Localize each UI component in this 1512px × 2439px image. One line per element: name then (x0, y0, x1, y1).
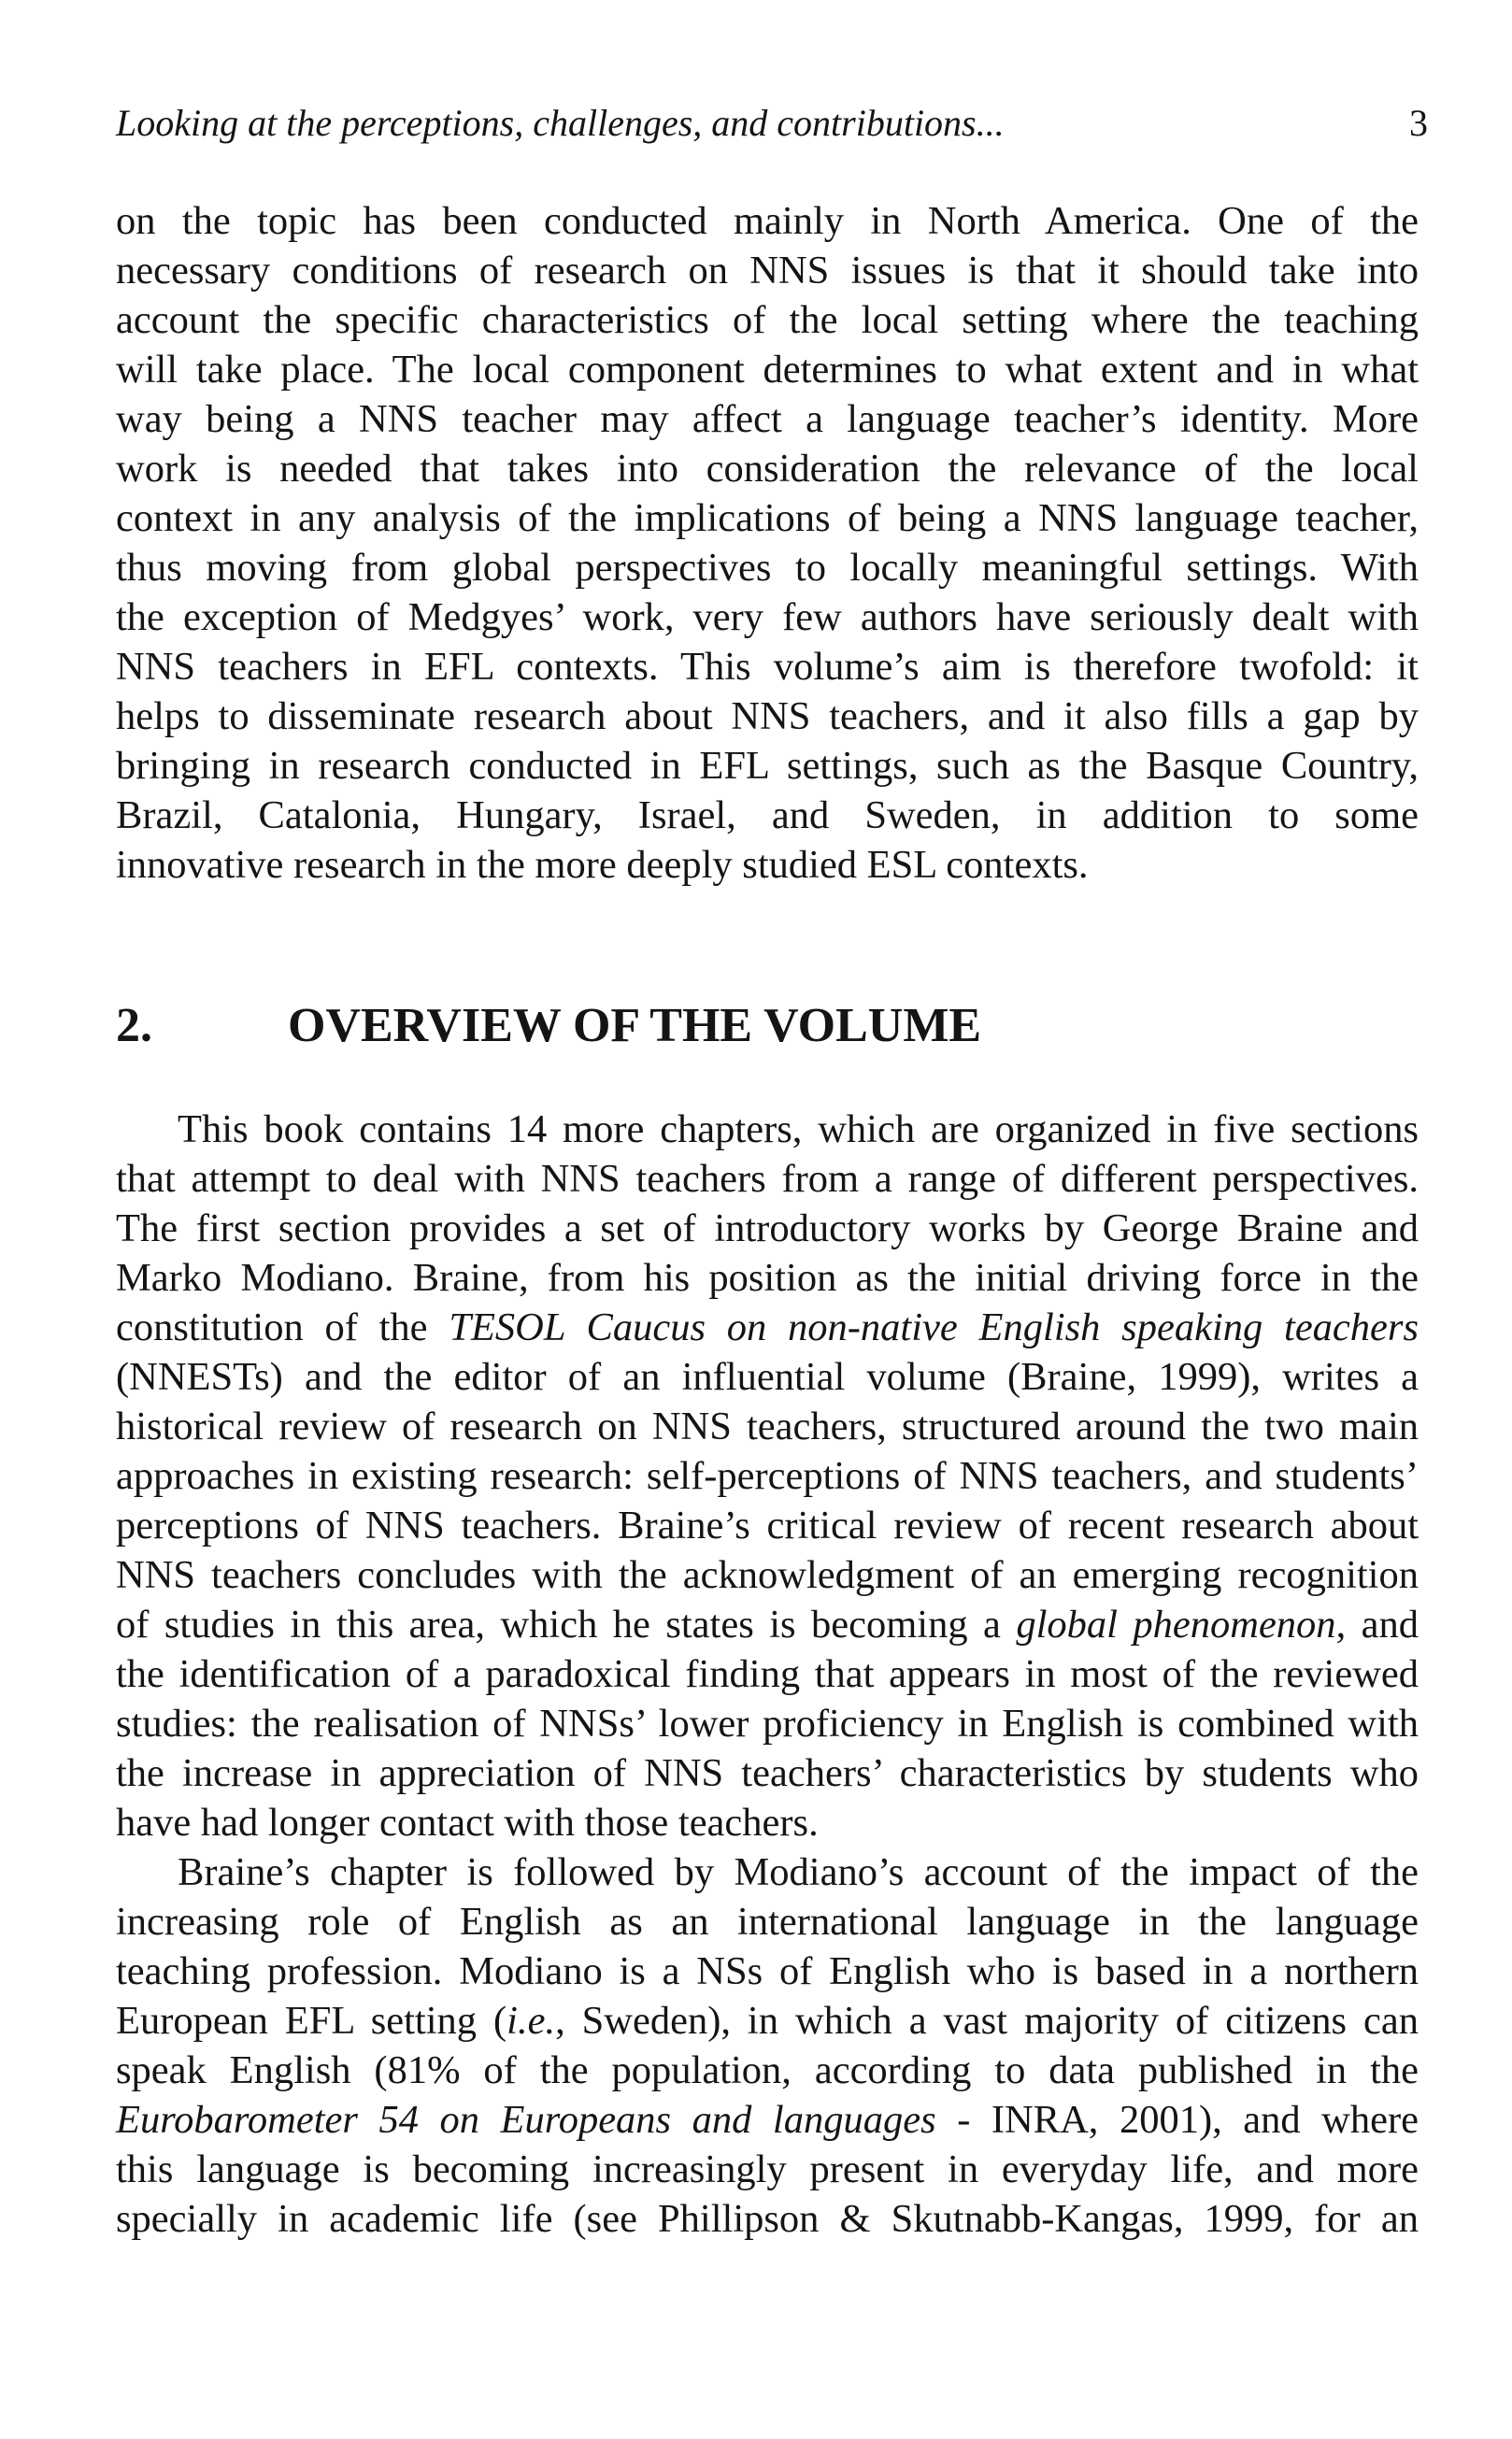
text-line: helps to disseminate research about NNS teachers, and it also fills a gap by (116, 694, 1419, 738)
text-segment: constitution of the (116, 1305, 449, 1349)
text-line: innovative research in the more deeply studied ESL contexts. (116, 843, 1089, 887)
text-line (116, 2095, 1419, 2145)
text-line: necessary conditions of research on NNS issues is that it should take into (116, 249, 1419, 292)
text-line: Marko Modiano. Braine, from his position as the initial driving force in the (116, 1256, 1419, 1300)
text-line: work is needed that takes into consideration the relevance of the local (116, 447, 1419, 491)
text-line: bringing in research conducted in EFL settings, such as the Basque Country, (116, 744, 1419, 788)
text-line: historical review of research on NNS teachers, structured around the two main (116, 1405, 1419, 1448)
page-number: 3 (1409, 102, 1428, 144)
text-line: the identification of a paradoxical finding that appears in most of the reviewed (116, 1652, 1419, 1696)
paragraph-modiano (116, 1847, 1419, 2244)
section-number: 2. (116, 999, 152, 1052)
text-line: The first section provides a set of introductory works by George Braine and (116, 1206, 1419, 1250)
emphasis: global phenomenon (1016, 1603, 1336, 1647)
text-line: NNS teachers in EFL contexts. This volume’s aim is therefore twofold: it (116, 645, 1419, 689)
text-line: this language is becoming increasingly present in everyday life, and more (116, 2147, 1419, 2191)
text-line: Brazil, Catalonia, Hungary, Israel, and Sweden, in addition to some (116, 793, 1419, 837)
text-segment: of studies in this area, which he states is becoming a (116, 1603, 1017, 1647)
running-head (116, 93, 1428, 153)
text-line: (NNESTs) and the editor of an influential volume (Braine, 1999), writes a (116, 1355, 1419, 1399)
publication-title: Eurobarometer 54 on Europeans and languages (116, 2098, 936, 2142)
text-segment: , and (1335, 1603, 1419, 1647)
paragraph-overview (116, 1105, 1419, 1847)
text-line (116, 1600, 1419, 1649)
text-line: thus moving from global perspectives to locally meaningful settings. With (116, 546, 1419, 590)
text-line: increasing role of English as an international language in the language (116, 1900, 1419, 1944)
text-line: context in any analysis of the implications of being a NNS language teacher, (116, 496, 1419, 540)
text-line (116, 1303, 1419, 1352)
caucus-name: TESOL Caucus on non-native English speaking teachers (449, 1305, 1419, 1349)
text-line: account the specific characteristics of the local setting where the teaching (116, 298, 1419, 342)
text-line: the exception of Medgyes’ work, very few authors have seriously dealt with (116, 595, 1419, 639)
text-line: This book contains 14 more chapters, which are organized in five sections (178, 1107, 1419, 1151)
emphasis: i.e. (506, 1999, 556, 2043)
text-line: speak English (81% of the population, according to data published in the (116, 2048, 1419, 2092)
text-segment: European EFL setting ( (116, 1999, 507, 2043)
text-line: specially in academic life (see Phillipson & Skutnabb-Kangas, 1999, for an (116, 2197, 1419, 2241)
section-title: OVERVIEW OF THE VOLUME (288, 999, 982, 1052)
text-line: on the topic has been conducted mainly in North America. One of the (116, 199, 1419, 243)
text-line: have had longer contact with those teachers. (116, 1801, 819, 1845)
text-line: Braine’s chapter is followed by Modiano’s account of the impact of the (178, 1850, 1419, 1894)
text-line (116, 1996, 1419, 2046)
text-line: the increase in appreciation of NNS teachers’ characteristics by students who (116, 1751, 1419, 1795)
text-segment: , Sweden), in which a vast majority of citizens can (555, 1999, 1419, 2043)
text-line: that attempt to deal with NNS teachers from a range of different perspectives. (116, 1157, 1419, 1201)
text-line: approaches in existing research: self-perceptions of NNS teachers, and students’ (116, 1454, 1419, 1498)
text-line: NNS teachers concludes with the acknowledgment of an emerging recognition (116, 1553, 1419, 1597)
running-title: Looking at the perceptions, challenges, and contributions... (116, 102, 1005, 144)
text-line: teaching profession. Modiano is a NSs of English who is based in a northern (116, 1949, 1419, 1993)
text-line: will take place. The local component determines to what extent and in what (116, 348, 1419, 392)
text-segment: - INRA, 2001), and where (935, 2098, 1419, 2142)
text-line: perceptions of NNS teachers. Braine’s critical review of recent research about (116, 1504, 1419, 1548)
paragraph-continuation (116, 196, 1419, 890)
text-line: studies: the realisation of NNSs’ lower proficiency in English is combined with (116, 1702, 1419, 1746)
text-line: way being a NNS teacher may affect a language teacher’s identity. More (116, 397, 1419, 441)
